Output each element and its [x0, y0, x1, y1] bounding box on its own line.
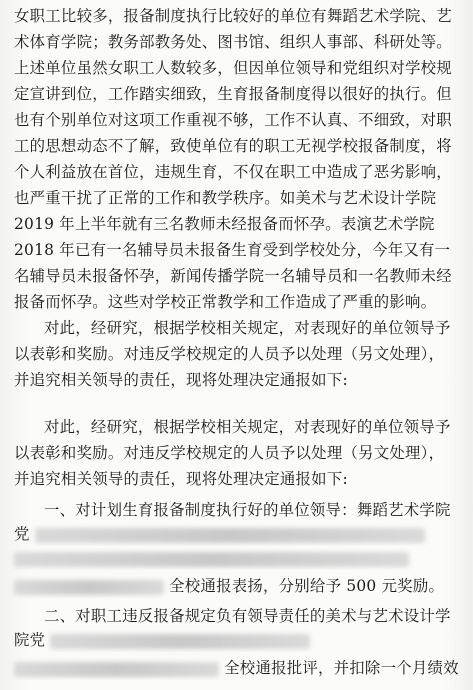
- text-line-redacted: 全校通报表扬，分别给予 500 元奖励。: [0, 574, 473, 598]
- text-line: 2019 年上半年就有三名教师未经报备而怀孕。表演艺术学院: [14, 215, 435, 233]
- redaction-blur: [14, 662, 219, 677]
- text-line: 报备而怀孕。这些对学校正常教学和工作造成了严重的影响。: [14, 293, 437, 311]
- text-line: 名辅导员未报备怀孕，新闻传播学院一名辅导员和一名教师未经: [14, 267, 452, 285]
- text-line: 术体育学院；教务部教务处、图书馆、组织人事部、科研处等。: [14, 33, 452, 51]
- text-line-redacted: 党: [0, 522, 473, 546]
- text-line: 二、对职工违反报备规定负有领导责任的美术与艺术设计学: [44, 607, 451, 625]
- text-line: 对此，经研究，根据学校相关规定，对表现好的单位领导予: [44, 418, 451, 436]
- text-line-redacted: 院党: [0, 628, 473, 652]
- text-line: 工的思想动态不了解，致使单位有的职工无视学校报备制度，将: [14, 137, 452, 155]
- text-line: 对此，经研究，根据学校相关规定，对表现好的单位领导予: [44, 319, 451, 337]
- text-line: 并追究相关领导的责任，现将处理决定通报如下:: [14, 470, 348, 488]
- text-line: 并追究相关领导的责任，现将处理决定通报如下:: [14, 371, 348, 389]
- text-line-redacted: [0, 546, 473, 570]
- text-line: 一、对计划生育报备制度执行好的单位领导：舞蹈艺术学院: [44, 501, 451, 519]
- text-line: 也有个别单位对这项工作重视不够，工作不认真、不细致，对职: [14, 111, 452, 129]
- text-line: 个人利益放在首位，违规生育，不仅在职工中造成了恶劣影响，: [14, 163, 452, 181]
- redaction-blur: [14, 552, 409, 567]
- text-line: 女职工比较多，报备制度执行比较好的单位有舞蹈艺术学院、艺: [14, 7, 452, 25]
- text-line: 2018 年已有一名辅导员未报备生育受到学校处分，今年又有一: [14, 241, 451, 259]
- text-line: 定宣讲到位，工作踏实细致，生育报备制度得以很好的执行。但: [14, 85, 452, 103]
- redaction-blur: [50, 634, 310, 649]
- text-line: 以表彰和奖励。对违反学校规定的人员予以处理（另文处理），: [14, 345, 445, 363]
- redaction-blur: [14, 580, 164, 595]
- text-line: 也严重干扰了正常的工作和教学秩序。如美术与艺术设计学院: [14, 189, 437, 207]
- text-line: 以表彰和奖励。对违反学校规定的人员予以处理（另文处理），: [14, 444, 445, 462]
- redaction-blur: [35, 528, 425, 543]
- text-line: 上述单位虽然女职工人数较多，但因单位领导和党组织对学校规: [14, 59, 452, 77]
- text-line-redacted: 全校通报批评，并扣除一个月绩效: [0, 656, 473, 680]
